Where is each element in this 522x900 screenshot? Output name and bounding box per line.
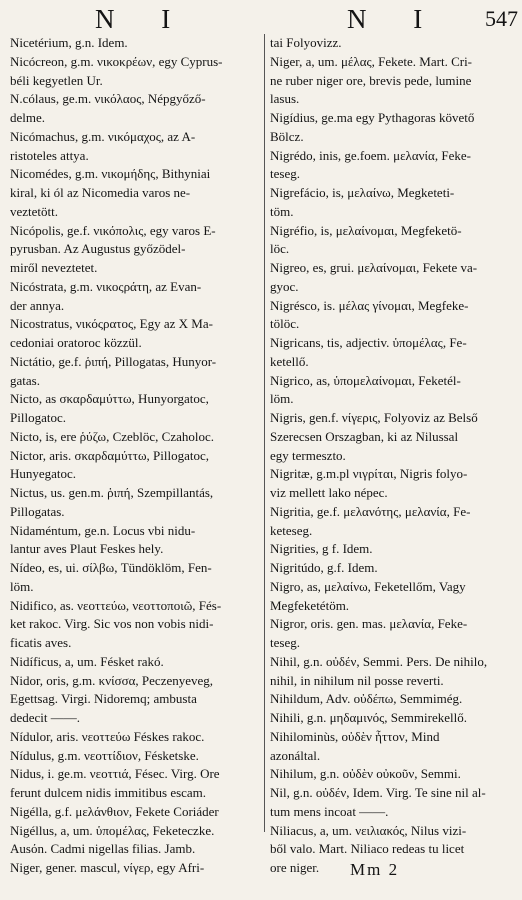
entry-line: Nicómachus, g.m. νικόμαχος, az A- [10, 128, 196, 144]
entry-line: Nidifico, as. νεοττεύω, νεοττοποιῶ, Fés- [10, 597, 222, 613]
entry-line: ből valo. Mart. Niliaco redeas tu licet [270, 841, 465, 857]
entry-line: Nídulor, aris. νεοττεύω Féskes rakoc. [10, 728, 205, 744]
entry-line: Nigris, gen.f. νίγερις, Folyoviz az Belső [270, 410, 478, 425]
entry-line: pyrusban. Az Augustus győzödel- [10, 241, 186, 257]
entry-line: Nicostratus, νικόςρατος, Egy az X Ma- [10, 316, 213, 332]
entry-line: egy termeszto. [270, 447, 346, 463]
entry-line: Nigritia, ge.f. μελανότης, μελανία, Fe- [270, 503, 471, 519]
entry-line: der annya. [10, 297, 65, 313]
entry-line: Hunyegatoc. [10, 466, 77, 482]
running-head-left: N I [95, 4, 191, 34]
entry-line: Nicópolis, ge.f. νικόπολις, egy varos E- [10, 222, 216, 238]
entry-line: Nigreo, es, grui. μελαίνομαι, Fekete va- [270, 260, 478, 275]
entry-line: viz mellett lako népec. [270, 485, 388, 500]
column-divider [264, 34, 265, 832]
entry-line: Szerecsen Orszagban, ki az Nilussal [270, 428, 459, 444]
entry-line: Nigro, as, μελαίνω, Feketellőm, Vagy [270, 578, 466, 594]
entry-line: Pillogatas. [10, 503, 65, 519]
entry-line: ferunt dulcem nidis immitibus escam. [10, 785, 207, 800]
entry-line: Nihildum, Adv. οὐδέπω, Semmimég. [270, 691, 463, 707]
entry-line: tai Folyovizz. [270, 35, 342, 50]
entry-line: Egettsag. Virgi. Nidoremq; ambusta [10, 691, 197, 707]
entry-line: Nictor, aris. σκαρδαμύττω, Pillogatoc, [10, 447, 210, 463]
entry-line: N.cólaus, ge.m. νικόλαος, Népgyőző- [10, 91, 206, 107]
entry-line: ficatis aves. [10, 635, 72, 650]
entry-line: Ausόn. Cadmi nigellas filias. Jamb. [10, 841, 196, 857]
entry-line: gatas. [10, 372, 40, 388]
entry-line: ketellő. [270, 353, 309, 369]
entry-line: Nil, g.n. οὐδέν, Idem. Virg. Te sine nil al- [270, 785, 486, 800]
entry-line: löc. [270, 241, 290, 257]
entry-line: Nicto, is, ere ῥύζω, Czeblöc, Czaholoc. [10, 428, 215, 444]
entry-line: Nicetérium, g.n. Idem. [10, 35, 128, 50]
page-number: 547 [485, 6, 518, 31]
entry-line: delme. [10, 110, 46, 125]
entry-line: Pillogatoc. [10, 410, 66, 425]
entry-line: tum mens incoat ——. [270, 803, 389, 819]
entry-line: ne ruber niger ore, brevis pede, lumine [270, 72, 472, 88]
entry-line: Nihil, g.n. οὐδέν, Semmi. Pers. De nihilo, [270, 653, 488, 669]
entry-line: ket rakoc. Virg. Sic vos non vobis nidi- [10, 616, 214, 632]
entry-line: Nigror, oris. gen. mas. μελανία, Feke- [270, 616, 468, 632]
entry-line: Niger, gener. mascul, νίγερ, egy Afri- [10, 860, 205, 875]
entry-line: veztetött. [10, 203, 59, 219]
right-column [270, 34, 516, 878]
entry-line: teseg. [270, 635, 300, 650]
entry-line: Nidus, i. ge.m. νεοττιά, Fésec. Virg. Ore [10, 766, 220, 782]
entry-line: löm. [270, 391, 294, 407]
signature-mark: Mm 2 [350, 860, 400, 879]
entry-line: dedecit ——. [10, 710, 81, 725]
entry-line: Nigéllus, a, um. ὑπομέλας, Feketeczke. [10, 822, 215, 838]
entry-line: Nihili, g.n. μηδαμινός, Semmirekellő. [270, 710, 467, 725]
entry-line: Nicomédes, g.m. νικομήδης, Bithyniai [10, 166, 211, 182]
running-head-right: N I [347, 4, 443, 34]
entry-line: lantur aves Plaut Feskes hely. [10, 541, 164, 557]
entry-line: kiral, ki ól az Nicomedia varos ne- [10, 185, 191, 200]
entry-line: löm. [10, 578, 34, 594]
entry-line: tölöc. [270, 316, 300, 332]
entry-line: Nihilominùs, οὐδὲν ἧττον, Mind [270, 728, 440, 744]
entry-line: Nigélla, g.f. μελάνθιον, Fekete Coriáder [10, 803, 219, 819]
entry-line: Niger, a, um. μέλας, Fekete. Mart. Cri- [270, 53, 473, 69]
entry-line: Nídeo, es, ui. σίλβω, Tündöklöm, Fen- [10, 560, 212, 575]
entry-line: gyoc. [270, 278, 299, 294]
entry-line: Nicto, as σκαρδαμύττω, Hunyorgatoc, [10, 391, 209, 407]
entry-line: béli kegyetlen Ur. [10, 72, 103, 88]
entry-line: Nigrico, as, ὑπομελαίνομαι, Feketél- [270, 372, 461, 388]
entry-line: Nidaméntum, ge.n. Locus vbi nidu- [10, 522, 196, 538]
entry-line: Nihilum, g.n. οὐδὲν οὐκοῦν, Semmi. [270, 766, 461, 782]
entry-line: Nigrésco, is. μέλας γίνομαι, Megfeke- [270, 297, 469, 313]
left-column [10, 34, 260, 878]
entry-line: ristoteles attya. [10, 147, 89, 163]
entry-line: Megfeketétöm. [270, 597, 350, 613]
page-header [0, 4, 522, 34]
entry-line: Nídulus, g.m. νεοττίδιον, Fésketske. [10, 747, 199, 763]
entry-line: Nigritúdo, g.f. Idem. [270, 560, 378, 575]
entry-line: lasus. [270, 91, 300, 107]
entry-line: Nigréfio, is, μελαίνομαι, Megfeketö- [270, 222, 462, 238]
entry-line: Bölcz. [270, 128, 304, 144]
entry-line: Nictátio, ge.f. ῥιπή, Pillogatas, Hunyor- [10, 353, 217, 369]
entry-line: Nicóstrata, g.m. νικοςράτη, az Evan- [10, 278, 202, 294]
entry-line: Nigrédo, inis, ge.foem. μελανία, Feke- [270, 147, 471, 163]
entry-line: Nigídius, ge.ma egy Pythagoras követő [270, 110, 475, 125]
entry-line: Nicócreon, g.m. νικοκρέων, egy Cyprus- [10, 53, 223, 69]
entry-line: Nidor, oris, g.m. κνίσσα, Peczenyeveg, [10, 672, 214, 688]
entry-line: Nictus, us. gen.m. ῥιπή, Szempillantás, [10, 485, 214, 500]
entry-line: Nigrefácio, is, μελαίνω, Megketeti- [270, 185, 455, 200]
entry-line: azonáltal. [270, 747, 321, 763]
entry-line: Nigritæ, g.m.pl νιγρίται, Nigris folyo- [270, 466, 468, 482]
entry-line: Nidíficus, a, um. Fésket rakó. [10, 653, 164, 669]
entry-line: Nigrities, g f. Idem. [270, 541, 373, 557]
entry-line: teseg. [270, 166, 300, 182]
entry-line: miről neveztetet. [10, 260, 98, 275]
entry-line: Niliacus, a, um. νειλιακός, Nilus vizi- [270, 822, 467, 838]
entry-line: töm. [270, 203, 294, 219]
entry-line: Nigricans, tis, adjectiv. ὑπομέλας, Fe- [270, 335, 467, 350]
entry-line: ore niger. [270, 860, 320, 875]
entry-line: cedoniai oratoroc közzül. [10, 335, 142, 350]
entry-line: keteseg. [270, 522, 313, 538]
entry-line: nihil, in nihilum nil posse reverti. [270, 672, 444, 688]
